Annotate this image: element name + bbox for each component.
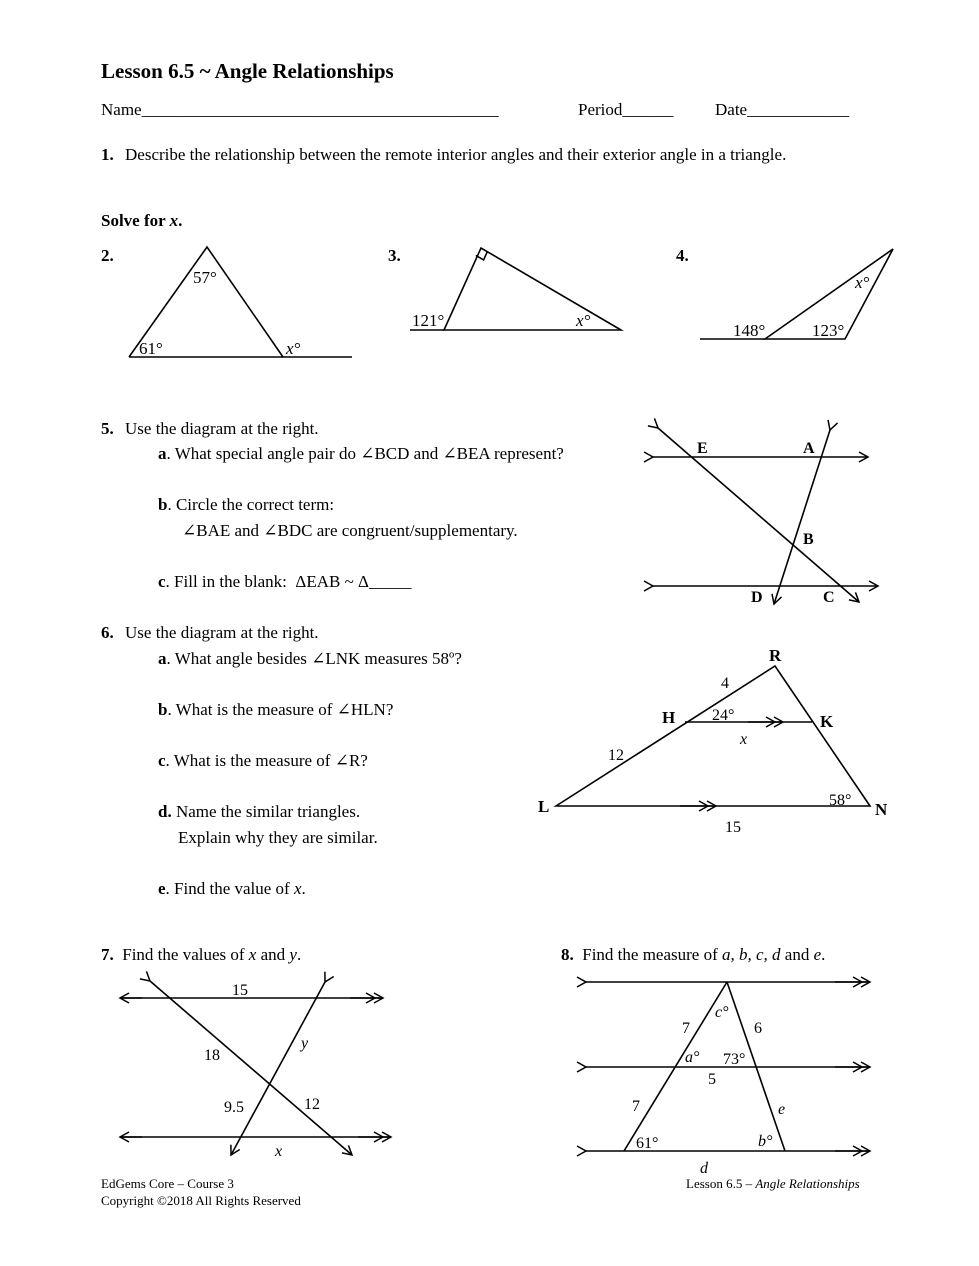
q6-length-hk: x — [740, 731, 748, 748]
footer-course: EdGems Core – Course 3 — [101, 1176, 234, 1191]
solve-variable: x — [169, 211, 179, 230]
q4-triangle-diagram — [700, 249, 893, 340]
q8-e: e — [813, 945, 822, 964]
q8-label-5: 5 — [708, 1071, 716, 1088]
q7-y: y — [289, 945, 297, 964]
q5-point-a: A — [803, 440, 815, 457]
q7-label-top: 15 — [232, 982, 248, 999]
q6-point-r: R — [769, 646, 782, 665]
q5-point-e: E — [697, 440, 708, 457]
q8-and: and — [780, 945, 814, 964]
q8-label-a: a° — [685, 1049, 700, 1066]
q8-label-c: c° — [715, 1004, 729, 1021]
q3-number: 3. — [388, 246, 401, 265]
q5-transversal-ec — [658, 428, 859, 602]
q7-number: 7. — [101, 945, 114, 964]
q8-label-61: 61° — [636, 1135, 659, 1152]
q5-intro: Use the diagram at the right. — [125, 419, 319, 438]
q6e-label: e — [158, 879, 166, 898]
q8-diagram — [586, 982, 870, 1177]
q4-angle-x: x° — [855, 273, 870, 292]
q8-vars: a, b, c, d — [722, 945, 781, 964]
q7-and: and — [256, 945, 290, 964]
q8-label-e: e — [778, 1101, 786, 1118]
q8-number: 8. — [561, 945, 574, 964]
q8-label-7-bottom: 7 — [632, 1098, 640, 1115]
q6-point-l: L — [538, 797, 550, 816]
name-field-line: Name__________________________________________ — [101, 100, 499, 119]
q6d-label: d. — [158, 802, 172, 821]
q8-label-d: d — [700, 1160, 708, 1177]
q4-number: 4. — [676, 246, 689, 265]
q1-number: 1. — [101, 145, 114, 164]
q6-diagram — [538, 646, 888, 836]
q6-point-k: K — [820, 712, 834, 731]
q6-number: 6. — [101, 623, 114, 642]
q8-label-6: 6 — [754, 1020, 762, 1037]
q7-transversal-2 — [231, 982, 325, 1155]
q5b-line2: ∠BAE and ∠BDC are congruent/supplementary. — [182, 521, 518, 540]
q7-x: x — [248, 945, 257, 964]
q2-angle-top: 57° — [193, 268, 217, 287]
q6a-text: . What angle besides ∠LNK measures 58º? — [166, 649, 462, 668]
solve-label: Solve for — [101, 211, 170, 230]
q5a-text: . What special angle pair do ∠BCD and ∠BEA represent? — [166, 444, 564, 463]
q8-label-73: 73° — [723, 1051, 746, 1068]
q8-text: Find the measure of — [582, 945, 722, 964]
q7-end: . — [296, 945, 302, 964]
q5-transversal-ad — [774, 430, 830, 604]
q6-point-n: N — [875, 800, 888, 819]
q7-label-lower-right: 12 — [304, 1096, 320, 1113]
q8-end: . — [821, 945, 826, 964]
q5-number: 5. — [101, 419, 114, 438]
q3-right-angle-mark — [476, 252, 488, 260]
q6-point-h: H — [662, 708, 676, 727]
q7-transversal-1 — [150, 981, 352, 1155]
q6e-end: . — [301, 879, 306, 898]
q4-angle-base: 123° — [812, 321, 845, 340]
q5-point-b: B — [803, 531, 814, 548]
q6-intro: Use the diagram at the right. — [125, 623, 319, 642]
q6e-text: . Find the value of — [165, 879, 294, 898]
footer-copyright: Copyright ©2018 All Rights Reserved — [101, 1193, 301, 1208]
q6-length-rh: 4 — [721, 675, 729, 692]
q6-triangle-lrn — [556, 666, 870, 806]
q3-angle-ext: 121° — [412, 311, 445, 330]
q6-angle-n: 58° — [829, 792, 852, 809]
q5b-label: b — [158, 495, 168, 514]
q7-label-x: x — [275, 1143, 283, 1160]
q3-triangle — [444, 248, 621, 330]
q2-angle-x: x° — [286, 339, 301, 358]
q6-length-hl: 12 — [608, 747, 624, 764]
q6-angle-h: 24° — [712, 707, 735, 724]
q8-label-b: b° — [758, 1133, 773, 1150]
q2-number: 2. — [101, 246, 114, 265]
q7-label-y: y — [301, 1035, 309, 1052]
q6a-label: a — [158, 649, 167, 668]
q6c-text: . What is the measure of ∠R? — [165, 751, 368, 770]
q7-diagram — [120, 981, 391, 1160]
q4-angle-ext: 148° — [733, 321, 766, 340]
q5-point-c: C — [823, 589, 835, 606]
q2-angle-left: 61° — [139, 339, 163, 358]
q5-diagram — [653, 428, 878, 606]
q2-triangle-diagram — [129, 247, 352, 358]
footer-lesson-title: Angle Relationships — [755, 1176, 860, 1191]
q5c-label: c — [158, 572, 166, 591]
period-field-line: Period______ — [578, 100, 674, 119]
q6e-var: x — [293, 879, 302, 898]
q7-text: Find the values of — [122, 945, 249, 964]
q8-label-7-top: 7 — [682, 1020, 690, 1037]
q5-point-d: D — [751, 589, 763, 606]
page-title: Lesson 6.5 ~ Angle Relationships — [101, 59, 394, 83]
q5c-text: . Fill in the blank: ΔEAB ~ Δ_____ — [165, 572, 412, 591]
q6c-label: c — [158, 751, 166, 770]
q1-text: Describe the relationship between the remote interior angles and their exterior angle in a triangle. — [125, 145, 787, 164]
footer-lesson-prefix: Lesson 6.5 – — [686, 1176, 756, 1191]
q3-angle-x: x° — [576, 311, 591, 330]
q6b-label: b — [158, 700, 168, 719]
date-field-line: Date____________ — [715, 100, 850, 119]
q7-label-left: 18 — [204, 1047, 220, 1064]
q3-triangle-diagram — [410, 248, 621, 330]
solve-period: . — [178, 211, 183, 230]
q6b-text: . What is the measure of ∠HLN? — [167, 700, 394, 719]
q6d-text: Name the similar triangles. — [171, 802, 361, 821]
q5b-text: . Circle the correct term: — [167, 495, 335, 514]
q7-label-lower-left: 9.5 — [224, 1099, 244, 1116]
q5a-label: a — [158, 444, 167, 463]
q6-length-ln: 15 — [725, 819, 741, 836]
q6d-line2: Explain why they are similar. — [178, 828, 378, 847]
